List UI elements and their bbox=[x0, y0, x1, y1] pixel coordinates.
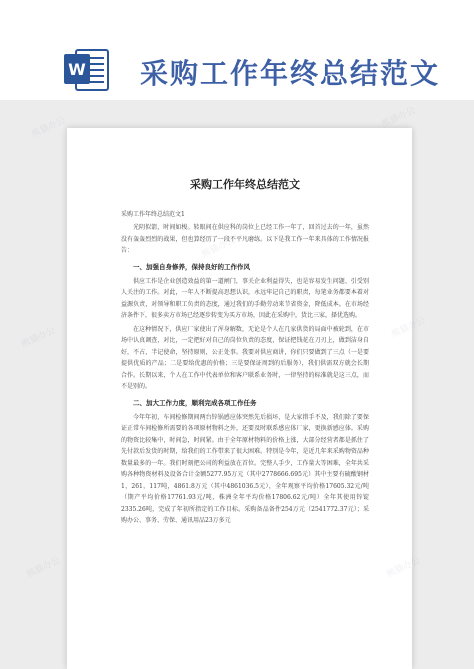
paragraph-1: 供应工作是企业创造效益的第一道闸门，事关企业利益得失，也是容易发生问题、引受别人关注的工作。对此，一年人不断提高思想认识，永远牢记自己的职责，每笔业务都要本着对益源负责，对领导和职工负责的态度，通过我们的手勤劳动来节省资金，降低成本。在市场经济条件下，很多卖方市场已经逐步转变为买方市场，因此在采购中，货比三家，择优选购。 bbox=[121, 277, 369, 319]
watermark: 熊猫办公 bbox=[30, 115, 68, 141]
section-heading-2: 二、加大工作力度，顺利完成各项工作任务 bbox=[133, 398, 257, 407]
watermark: 熊猫办公 bbox=[20, 325, 58, 351]
page-title: 采购工作年终总结范文 bbox=[140, 57, 441, 90]
watermark: 熊猫办公 bbox=[380, 105, 418, 131]
document-body bbox=[121, 176, 369, 529]
document-page bbox=[67, 128, 412, 669]
word-icon bbox=[62, 44, 112, 94]
document-subtitle: 采购工作年终总结范文1 bbox=[121, 211, 185, 218]
word-icon-letter: W bbox=[68, 60, 86, 79]
document-title: 采购工作年终总结范文 bbox=[190, 178, 300, 191]
page-header bbox=[0, 0, 474, 100]
paragraph-2: 在这种情况下，供应厂家使出了浑身解数，无论是个人在几家供货的局面中被轮到，在市场中认真调查，对比，一定把好对自己的岗位负责的态度，保证把钱花在刀刃上，做到洁身自好，不占，半记使命，坚持原则，公正处事。我要对供应商讲，你们只要做到了三点（一是要提供优质的产品；二是要给优惠的价格；三是要保证周到的后服务），我们供需双方就会长期合作。长期以来，个人在工作中代表单位和客户联系业务时，一律坚持的标准就是这三点，而不是别的。 bbox=[121, 325, 369, 390]
section-heading-1: 一、加强自身修养，保持良好的工作作风 bbox=[133, 262, 250, 271]
watermark: 熊猫办公 bbox=[25, 555, 63, 581]
paragraph-3: 今年年初，车间检修期间两台锌锅感应体突然先后损坏，是大家措手不及，我们除了要保证正常车间检修所需要的各项原材物料之外，还要及时联系感应体厂家，更换新感应体。采购的物资比较集中，时间急，时间紧。由于全年原材物料的价格上涨，大部分经营者都是抓住了先付款后发货的时期，给我们的工作带来了很大困难。特别是今年，是近几年来采购物资品种数量最多的一年。我们时刻把公司的利益放在首位。完整人手少，工作量大等困难，全年共采购各种物资材料及设备合计金额5277.95万元（其中2778666.695元）其中主要有硫酸钢材1，261，117吨，4861.8万元（其中4861036.5元），全年观察平均价格17605.32元/吨（期产平均价格17761.93元/吨，株洲全年平均价格17806.62元/吨）全年其使用锌锭2335.26吨，完成了年初所指定的工作目标。采购备品备件254万元（2541772.37元）；采购办公、事务、劳保、通讯用品23万多元 bbox=[121, 413, 369, 524]
paragraph-intro: 光阴似箭，时间如梭。转眼间在供应科的岗位上已经工作一年了，回首过去的一年，虽然没有轰轰烈烈的战果，但也算经历了一段不平凡磨练。以下是我工作一年来具体的工作情况报告： bbox=[121, 224, 369, 254]
